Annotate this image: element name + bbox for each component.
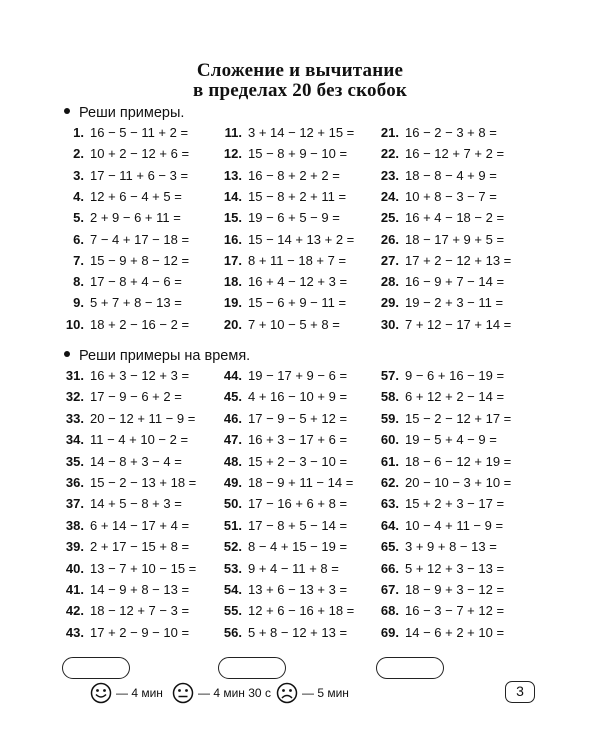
exercise-item [62,389,182,405]
exercise-item [220,496,347,512]
exercise-number: 14. [223,188,242,204]
exercise-item [377,411,511,427]
exercise-expression: 14 − 6 + 2 + 10 = [405,624,505,640]
exercise-number: 24. [380,188,399,204]
exercise-number: 59. [380,410,399,426]
exercise-item [377,389,504,405]
instruction-1-text: Реши примеры. [79,105,185,121]
exercise-item [377,518,503,534]
exercise-number: 12. [223,146,242,162]
instruction-2-text: Реши примеры на время. [79,348,251,364]
exercise-item [62,539,189,555]
exercise-item [62,317,189,333]
exercise-item [220,232,354,248]
exercise-number: 21. [380,125,399,140]
exercise-expression: 14 − 9 + 8 − 13 = [90,582,190,597]
exercise-item [62,496,182,512]
exercise-number: 36. [65,475,84,490]
exercise-number: 68. [380,603,399,619]
exercise-item [377,146,504,162]
exercise-item [62,210,181,226]
exercise-expression: 15 − 8 + 9 − 10 = [248,146,348,162]
exercise-item [62,582,189,598]
exercise-item [220,603,354,619]
exercise-expression: 20 − 12 + 11 − 9 = [90,410,196,426]
bullet-icon [64,351,70,357]
exercise-expression: 15 + 2 + 3 − 17 = [405,496,505,512]
exercise-number: 61. [380,453,399,469]
exercise-expression: 16 − 2 − 3 + 8 = [405,125,497,140]
exercise-number: 20. [223,316,242,332]
exercise-item [377,454,511,470]
exercise-expression: 15 − 9 + 8 − 12 = [90,252,190,268]
exercise-expression: 19 − 17 + 9 − 6 = [248,368,348,383]
exercise-number: 16. [223,231,242,247]
exercise-expression: 17 + 2 − 9 − 10 = [90,624,190,640]
exercise-expression: 16 − 3 − 7 + 12 = [405,603,505,619]
exercise-item [62,274,182,290]
exercise-item [220,389,347,405]
exercise-expression: 7 − 4 + 17 − 18 = [90,231,190,247]
exercise-expression: 18 − 17 + 9 + 5 = [405,231,505,247]
exercise-expression: 16 − 12 + 7 + 2 = [405,146,505,162]
instruction-2 [64,347,250,365]
exercise-number: 8. [73,274,84,290]
exercise-number: 29. [380,295,399,311]
exercise-expression: 18 − 12 + 7 − 3 = [90,603,190,619]
exercise-number: 39. [65,539,84,555]
exercise-number: 5. [73,210,84,226]
exercise-expression: 20 − 10 − 3 + 10 = [405,475,512,490]
exercise-item [62,253,189,269]
exercise-expression: 8 − 4 + 15 − 19 = [248,539,348,555]
exercise-expression: 17 − 9 − 5 + 12 = [248,410,348,426]
exercise-expression: 10 + 2 − 12 + 6 = [90,146,190,162]
exercise-number: 19. [223,295,242,311]
exercise-expression: 14 − 8 + 3 − 4 = [90,453,182,469]
exercise-item [220,317,340,333]
exercise-item [62,232,189,248]
exercise-number: 58. [380,389,399,405]
exercise-number: 53. [223,560,242,576]
exercise-expression: 16 − 5 − 11 + 2 = [90,125,189,140]
exercise-expression: 15 − 14 + 13 + 2 = [248,231,355,247]
exercise-number: 3. [73,167,84,183]
exercise-number: 41. [65,582,84,597]
exercise-number: 6. [73,231,84,247]
exercise-item [377,253,511,269]
exercise-number: 65. [380,539,399,555]
exercise-expression: 11 − 4 + 10 − 2 = [90,432,189,448]
exercise-expression: 8 + 11 − 18 + 7 = [248,252,347,268]
exercise-number: 22. [380,146,399,162]
legend-sad [276,682,349,704]
exercise-expression: 15 − 8 + 2 + 11 = [248,188,347,204]
exercise-expression: 17 − 8 + 5 − 14 = [248,517,348,533]
exercise-item [62,411,195,427]
exercise-number: 11. [224,125,242,140]
exercise-item [220,518,347,534]
exercise-number: 37. [65,496,84,512]
title-line-2: в пределах 20 без скобок [192,80,408,101]
exercise-item [220,125,354,141]
exercise-expression: 16 − 8 + 2 + 2 = [248,167,340,183]
exercise-number: 54. [223,582,242,597]
exercise-number: 52. [223,539,242,555]
exercise-item [220,582,347,598]
exercise-item [62,475,196,491]
exercise-expression: 2 + 17 − 15 + 8 = [90,539,190,555]
title-line-1: Сложение и вычитание [196,60,404,81]
bullet-icon [64,108,70,114]
exercise-number: 50. [223,496,242,512]
exercise-number: 2. [73,146,84,162]
exercise-item [377,274,504,290]
exercise-number: 9. [73,295,84,311]
exercise-number: 28. [380,274,399,290]
happy-face-icon [90,682,112,704]
exercise-item [62,454,182,470]
exercise-item [377,232,504,248]
exercise-expression: 9 − 6 + 16 − 19 = [405,368,505,383]
exercise-number: 15. [223,210,242,226]
exercise-number: 42. [65,603,84,619]
exercise-item [62,189,182,205]
exercise-item [62,125,188,141]
exercise-number: 7. [73,252,84,268]
page-number: 3 [505,681,535,703]
legend-neutral [172,682,271,704]
exercise-number: 60. [380,432,399,448]
exercise-number: 64. [380,517,399,533]
exercise-expression: 13 + 6 − 13 + 3 = [248,582,348,597]
exercise-number: 32. [65,389,84,405]
exercise-item [377,539,497,555]
exercise-number: 49. [223,475,242,490]
exercise-number: 31. [65,368,84,383]
exercise-expression: 16 + 3 − 17 + 6 = [248,432,348,448]
exercise-expression: 18 − 6 − 12 + 19 = [405,453,512,469]
exercise-item [62,518,189,534]
exercise-expression: 18 − 9 + 3 − 12 = [405,582,505,597]
exercise-item [220,295,346,311]
exercise-expression: 16 + 4 − 18 − 2 = [405,210,505,226]
exercise-number: 26. [380,231,399,247]
exercise-number: 44. [223,368,242,383]
exercise-number: 34. [65,432,84,448]
exercise-expression: 17 − 9 − 6 + 2 = [90,389,182,405]
exercise-number: 38. [65,517,84,533]
exercise-number: 30. [380,316,399,332]
exercise-expression: 18 − 8 − 4 + 9 = [405,167,497,183]
exercise-expression: 10 − 4 + 11 − 9 = [405,517,504,533]
exercise-item [220,539,347,555]
exercise-expression: 3 + 14 − 12 + 15 = [248,125,355,140]
exercise-item [220,274,347,290]
answer-oval-1[interactable] [62,657,130,679]
exercise-number: 67. [380,582,399,597]
exercise-expression: 12 + 6 − 4 + 5 = [90,188,182,204]
exercise-item [377,295,503,311]
exercise-item [377,317,511,333]
exercise-number: 33. [65,410,84,426]
exercise-expression: 18 − 9 + 11 − 14 = [248,475,354,490]
legend-happy-text: — 4 мин [116,686,163,700]
exercise-item [220,168,340,184]
exercise-number: 45. [223,389,242,405]
exercise-expression: 5 + 8 − 12 + 13 = [248,624,348,640]
exercise-expression: 10 + 8 − 3 − 7 = [405,188,497,204]
exercise-expression: 6 + 14 − 17 + 4 = [90,517,190,533]
exercise-number: 51. [223,517,242,533]
exercise-item [62,146,189,162]
exercise-item [220,561,339,577]
exercise-item [220,210,340,226]
sad-face-icon [276,682,298,704]
exercise-expression: 17 − 8 + 4 − 6 = [90,274,182,290]
exercise-item [377,189,497,205]
exercise-number: 69. [380,624,399,640]
exercise-number: 1. [73,125,84,140]
exercise-expression: 7 + 10 − 5 + 8 = [248,316,340,332]
exercise-number: 55. [223,603,242,619]
answer-oval-3[interactable] [376,657,444,679]
exercise-item [220,189,346,205]
legend-neutral-text: — 4 мин 30 с [198,686,271,700]
exercise-item [377,582,504,598]
exercise-item [62,603,189,619]
instruction-1 [64,104,184,122]
exercise-number: 18. [223,274,242,290]
exercise-expression: 15 − 2 − 13 + 18 = [90,475,197,490]
exercise-expression: 14 + 5 − 8 + 3 = [90,496,182,512]
exercise-expression: 9 + 4 − 11 + 8 = [248,560,339,576]
exercise-expression: 15 − 6 + 9 − 11 = [248,295,347,311]
exercise-item [377,625,504,641]
exercise-item [220,253,346,269]
exercise-item [62,368,189,384]
exercise-number: 25. [380,210,399,226]
exercise-number: 48. [223,453,242,469]
exercise-number: 56. [223,624,242,640]
exercise-number: 4. [73,188,84,204]
exercise-number: 10. [65,316,84,332]
exercise-item [377,210,504,226]
exercise-number: 46. [223,410,242,426]
exercise-item [220,475,353,491]
exercise-expression: 16 + 4 − 12 + 3 = [248,274,348,290]
exercise-item [62,168,188,184]
exercise-number: 17. [223,252,242,268]
exercise-number: 27. [380,252,399,268]
exercise-item [377,368,504,384]
exercise-expression: 5 + 12 + 3 − 13 = [405,560,505,576]
exercise-expression: 16 − 9 + 7 − 14 = [405,274,505,290]
exercise-expression: 18 + 2 − 16 − 2 = [90,316,190,332]
exercise-item [377,475,511,491]
exercise-number: 13. [223,167,242,183]
exercise-item [62,295,182,311]
exercise-number: 66. [380,560,399,576]
exercise-expression: 13 − 7 + 10 − 15 = [90,560,197,576]
exercise-item [220,625,347,641]
exercise-expression: 12 + 6 − 16 + 18 = [248,603,355,619]
exercise-expression: 7 + 12 − 17 + 14 = [405,316,512,332]
exercise-expression: 17 − 11 + 6 − 3 = [90,167,189,183]
exercise-number: 57. [380,368,399,383]
exercise-number: 62. [380,475,399,490]
exercise-number: 63. [380,496,399,512]
exercise-item [220,432,347,448]
exercise-item [377,125,497,141]
exercise-number: 35. [65,453,84,469]
exercise-expression: 19 − 6 + 5 − 9 = [248,210,340,226]
exercise-item [377,561,504,577]
exercise-expression: 17 + 2 − 12 + 13 = [405,252,512,268]
exercise-number: 40. [65,560,84,576]
exercise-expression: 19 − 5 + 4 − 9 = [405,432,497,448]
exercise-item [220,368,347,384]
legend-sad-text: — 5 мин [302,686,349,700]
exercise-expression: 5 + 7 + 8 − 13 = [90,295,182,311]
exercise-expression: 17 − 16 + 6 + 8 = [248,496,348,512]
exercise-item [220,454,347,470]
exercise-expression: 19 − 2 + 3 − 11 = [405,295,504,311]
exercise-expression: 15 − 2 − 12 + 17 = [405,410,512,426]
exercise-item [377,496,504,512]
legend-happy [90,682,163,704]
exercise-item [377,432,497,448]
exercise-item [220,411,347,427]
answer-oval-2[interactable] [218,657,286,679]
exercise-item [377,168,497,184]
exercise-expression: 4 + 16 − 10 + 9 = [248,389,348,405]
exercise-item [62,561,196,577]
exercise-item [377,603,504,619]
exercise-expression: 16 + 3 − 12 + 3 = [90,368,190,383]
exercise-expression: 15 + 2 − 3 − 10 = [248,453,348,469]
exercise-number: 43. [65,624,84,640]
exercise-expression: 3 + 9 + 8 − 13 = [405,539,497,555]
exercise-item [62,625,189,641]
exercise-expression: 6 + 12 + 2 − 14 = [405,389,505,405]
exercise-item [62,432,188,448]
exercise-number: 23. [380,167,399,183]
exercise-number: 47. [223,432,242,448]
neutral-face-icon [172,682,194,704]
exercise-item [220,146,347,162]
exercise-expression: 2 + 9 − 6 + 11 = [90,210,181,226]
